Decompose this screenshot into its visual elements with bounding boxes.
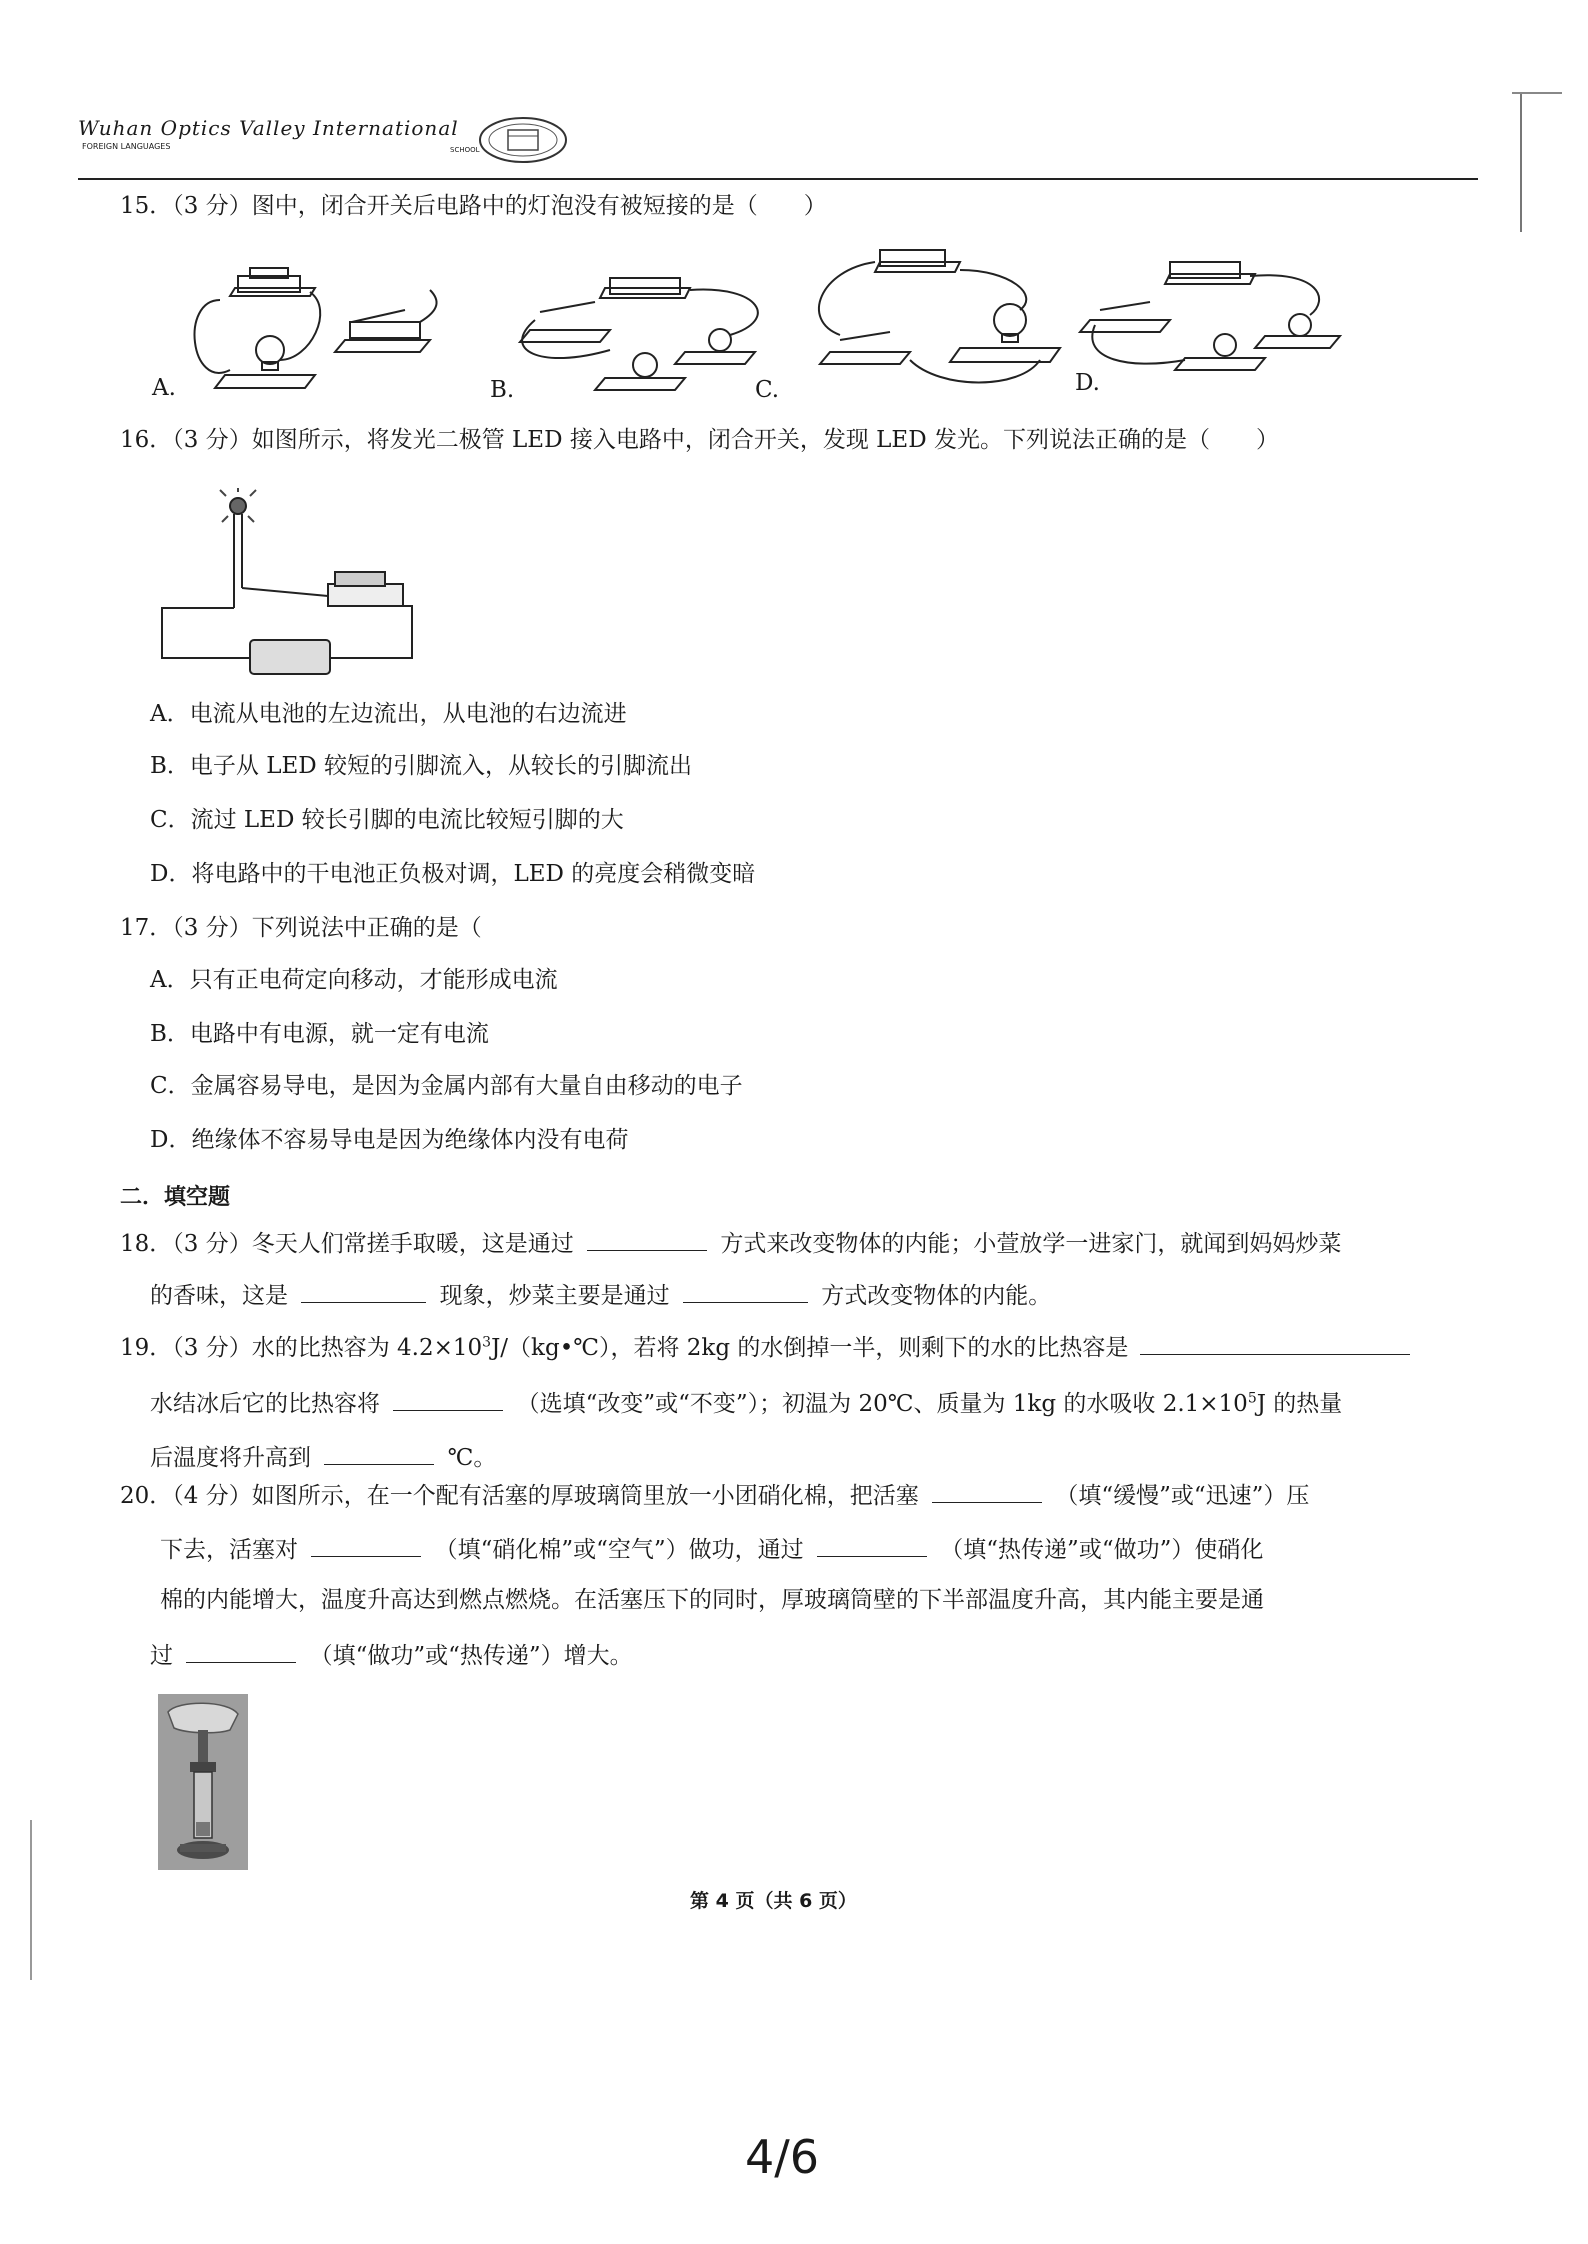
q15-stem: 15．（3 分）图中，闭合开关后电路中的灯泡没有被短接的是（ ） bbox=[120, 193, 827, 219]
q16-led-circuit-figure bbox=[150, 488, 420, 678]
q17-option-a: A．只有正电荷定向移动，才能形成电流 bbox=[150, 967, 558, 993]
q18-line1 bbox=[120, 1228, 1341, 1260]
q19-line2-text-a: 水结冰后它的比热容将 bbox=[150, 1391, 380, 1417]
q19-blank-1 bbox=[1140, 1332, 1410, 1355]
q17-option-d: D．绝缘体不容易导电是因为绝缘体内没有电荷 bbox=[150, 1127, 629, 1153]
q17-option-c: C．金属容易导电，是因为金属内部有大量自由移动的电子 bbox=[150, 1073, 743, 1099]
school-name: Wuhan Optics Valley International bbox=[78, 116, 459, 140]
q16-option-b: B．电子从 LED 较短的引脚流入，从较长的引脚流出 bbox=[150, 753, 693, 779]
section-title-fill-in: 二．填空题 bbox=[120, 1185, 231, 1210]
q19-exponent-1: 3 bbox=[482, 1334, 492, 1351]
circuit-a bbox=[195, 268, 437, 388]
page-edge-mark bbox=[1520, 92, 1522, 232]
q19-line2-text-c: J 的热量 bbox=[1256, 1391, 1343, 1417]
q20-blank-4 bbox=[186, 1640, 296, 1663]
q20-line4-text-a: 过 bbox=[150, 1643, 173, 1669]
q18-line2-text-b: 现象，炒菜主要是通过 bbox=[439, 1283, 670, 1309]
q16-option-c: C．流过 LED 较长引脚的电流比较短引脚的大 bbox=[150, 807, 624, 833]
q19-blank-2 bbox=[393, 1388, 503, 1411]
q15-option-c: C. bbox=[755, 377, 780, 403]
q19-line3-text-b: ℃。 bbox=[447, 1445, 497, 1471]
page-edge-mark bbox=[30, 1820, 32, 1980]
q17-option-b: B．电路中有电源，就一定有电流 bbox=[150, 1021, 489, 1047]
q15-option-b: B. bbox=[490, 377, 515, 403]
q20-blank-3 bbox=[817, 1534, 927, 1557]
q18-line1-text-b: 方式来改变物体的内能；小萱放学一进家门，就闻到妈妈炒菜 bbox=[720, 1231, 1342, 1257]
q20-blank-2 bbox=[311, 1534, 421, 1557]
school-small-text: SCHOOL bbox=[450, 146, 480, 154]
circuit-d bbox=[1080, 262, 1340, 370]
q19-line1-text-b: J/（kg•℃），若将 2kg 的水倒掉一半，则剩下的水的比热容是 bbox=[491, 1335, 1129, 1361]
q18-line2 bbox=[150, 1280, 1051, 1312]
q16-stem: 16．（3 分）如图所示，将发光二极管 LED 接入电路中，闭合开关，发现 LED 发光。下列说法正确的是（ ） bbox=[120, 427, 1279, 453]
school-seal-icon bbox=[478, 116, 568, 164]
q19-line3-text-a: 后温度将升高到 bbox=[150, 1445, 311, 1471]
q18-blank-1 bbox=[587, 1228, 707, 1251]
q20-line2-text-c: （填“热传递”或“做功”）使硝化 bbox=[940, 1537, 1264, 1563]
q16-option-a: A．电流从电池的左边流出，从电池的右边流进 bbox=[150, 701, 627, 727]
q19-line2 bbox=[150, 1388, 1342, 1420]
q19-line3 bbox=[150, 1442, 496, 1474]
circuit-b bbox=[520, 278, 758, 390]
q19-blank-3 bbox=[324, 1442, 434, 1465]
q18-line2-text-a: 的香味，这是 bbox=[150, 1283, 288, 1309]
q20-line2 bbox=[160, 1534, 1263, 1566]
q19-exponent-2: 5 bbox=[1247, 1390, 1257, 1407]
page-edge-mark bbox=[1512, 92, 1562, 94]
header-rule bbox=[78, 178, 1478, 180]
q19-line1-text-a: 19．（3 分）水的比热容为 4.2×10 bbox=[120, 1335, 483, 1361]
q19-line2-text-b: （选填“改变”或“不变”）；初温为 20℃、质量为 1kg 的水吸收 2.1×10 bbox=[516, 1391, 1248, 1417]
q20-line4-text-b: （填“做功”或“热传递”）增大。 bbox=[309, 1643, 633, 1669]
q20-line4 bbox=[150, 1640, 633, 1672]
q20-line1-text-b: （填“缓慢”或“迅速”）压 bbox=[1055, 1483, 1310, 1509]
q20-line3: 棉的内能增大，温度升高达到燃点燃烧。在活塞压下的同时，厚玻璃筒壁的下半部温度升高，其内能主要是通 bbox=[160, 1587, 1264, 1613]
q17-stem: 17．（3 分）下列说法中正确的是（ bbox=[120, 915, 482, 941]
q18-line2-text-c: 方式改变物体的内能。 bbox=[821, 1283, 1052, 1309]
circuit-c bbox=[819, 250, 1060, 383]
q18-blank-2 bbox=[301, 1280, 426, 1303]
q19-line1 bbox=[120, 1332, 1410, 1364]
q15-option-d: D. bbox=[1075, 370, 1100, 396]
q20-line1 bbox=[120, 1480, 1309, 1512]
page-indicator: 4/6 bbox=[745, 2130, 820, 2184]
q20-piston-cylinder-photo bbox=[158, 1694, 248, 1870]
q20-line2-text-b: （填“硝化棉”或“空气”）做功，通过 bbox=[434, 1537, 804, 1563]
q18-line1-text-a: 18．（3 分）冬天人们常搓手取暖，这是通过 bbox=[120, 1231, 574, 1257]
q18-blank-3 bbox=[683, 1280, 808, 1303]
school-header bbox=[78, 108, 1478, 188]
school-subtitle: FOREIGN LANGUAGES bbox=[82, 142, 171, 151]
page-footer-label: 第 4 页（共 6 页） bbox=[690, 1890, 857, 1912]
q20-blank-1 bbox=[932, 1480, 1042, 1503]
q15-option-a: A. bbox=[152, 375, 176, 401]
q20-line1-text-a: 20．（4 分）如图所示，在一个配有活塞的厚玻璃筒里放一小团硝化棉，把活塞 bbox=[120, 1483, 919, 1509]
q16-option-d: D．将电路中的干电池正负极对调，LED 的亮度会稍微变暗 bbox=[150, 861, 756, 887]
q20-line2-text-a: 下去，活塞对 bbox=[160, 1537, 298, 1563]
